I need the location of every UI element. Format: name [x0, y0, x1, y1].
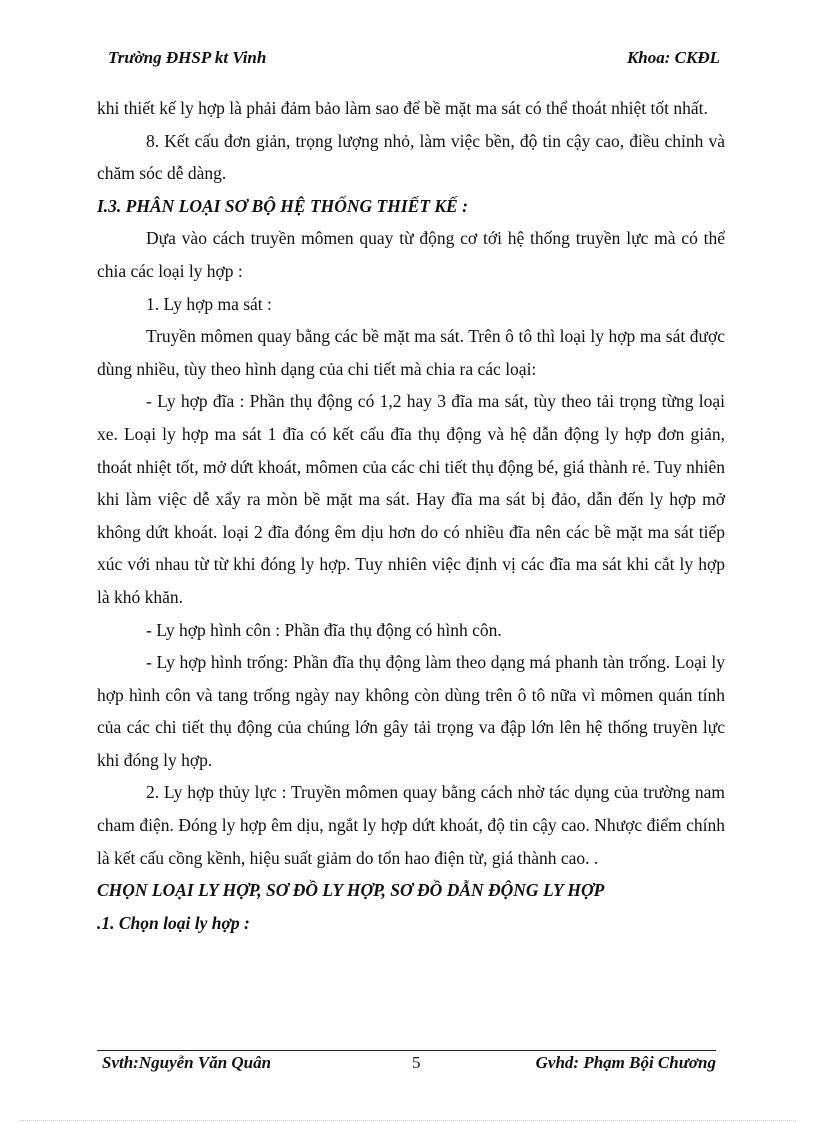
paragraph: 2. Ly hợp thủy lực : Truyền mômen quay bằng cách nhờ tác dụng của trường nam cham điện. Đóng ly hợp êm dịu, ngắt ly hợp dứt khoát, độ tin cậy cao. Nhược điểm chính là kết cấu cồng kềnh, hiệu suất giảm do tổn hao điện từ, giá thành cao. .	[97, 782, 725, 868]
paragraph: - Ly hợp hình trống: Phần đĩa thụ động làm theo dạng má phanh tàn trống. Loại ly hợp hình côn và tang trống ngày nay không còn dùng trên ô tô nữa vì mômen quán tính của các chi tiết thụ động của chúng lớn gây tải trọng va đập lớn lên hệ thống truyền lực khi đóng ly hợp.	[97, 652, 725, 770]
paragraph: Truyền mômen quay bằng các bề mặt ma sát. Trên ô tô thì loại ly hợp ma sát được dùng nhiều, tùy theo hình dạng của chi tiết mà chia ra các loại:	[97, 326, 725, 379]
section-heading: I.3. PHÂN LOẠI SƠ BỘ HỆ THỐNG THIẾT KẾ :	[97, 195, 468, 216]
paragraph: 1. Ly hợp ma sát :	[146, 293, 272, 314]
student-name: Svth:Nguyễn Văn Quân	[102, 1053, 272, 1072]
document-body	[97, 92, 725, 939]
faculty-name: Khoa: CKĐL	[626, 48, 720, 67]
section-heading: CHỌN LOẠI LY HỢP, SƠ ĐỒ LY HỢP, SƠ ĐỒ DẪN ĐỘNG LY HỢP	[97, 880, 605, 901]
supervisor-name: Gvhd: Phạm Bội Chương	[535, 1053, 716, 1072]
subsection-heading: .1. Chọn loại ly hợp :	[97, 912, 250, 933]
school-name: Trường ĐHSP kt Vinh	[108, 48, 267, 67]
page-edge-divider	[20, 1120, 796, 1121]
paragraph: - Ly hợp đĩa : Phần thụ động có 1,2 hay 3 đĩa ma sát, tùy theo tải trọng từng loại xe. Loại ly hợp ma sát 1 đĩa có kết cấu đĩa thụ động và hệ dẫn động ly hợp đơn giản, thoát nhiệt tốt, mở dứt khoát, mômen của các chi tiết thụ động bé, giá thành rẻ. Tuy nhiên khi làm việc dễ xẩy ra mòn bề mặt ma sát. Hay đĩa ma sát bị đảo, dẫn đến ly hợp mở không dứt khoát. loại 2 đĩa đóng êm dịu hơn do có nhiều đĩa nên các bề mặt ma sát tiếp xúc với nhau từ từ khi đóng ly hợp. Tuy nhiên việc định vị các đĩa ma sát khi cắt ly hợp là khó khăn.	[97, 391, 725, 607]
page-footer	[102, 1053, 716, 1077]
paragraph: khi thiết kế ly hợp là phải đảm bảo làm sao để bề mặt ma sát có thể thoát nhiệt tốt nhất.	[97, 98, 708, 118]
paragraph: 8. Kết cấu đơn giản, trọng lượng nhỏ, làm việc bền, độ tin cậy cao, điều chỉnh và chăm sóc dễ dàng.	[97, 130, 725, 184]
paragraph: - Ly hợp hình côn : Phần đĩa thụ động có hình côn.	[146, 619, 502, 640]
page-number: 5	[412, 1053, 421, 1072]
footer-divider	[97, 1050, 716, 1051]
page-header	[108, 48, 720, 72]
paragraph: Dựa vào cách truyền mômen quay từ động cơ tới hệ thống truyền lực mà có thể chia các loại ly hợp :	[97, 228, 725, 281]
